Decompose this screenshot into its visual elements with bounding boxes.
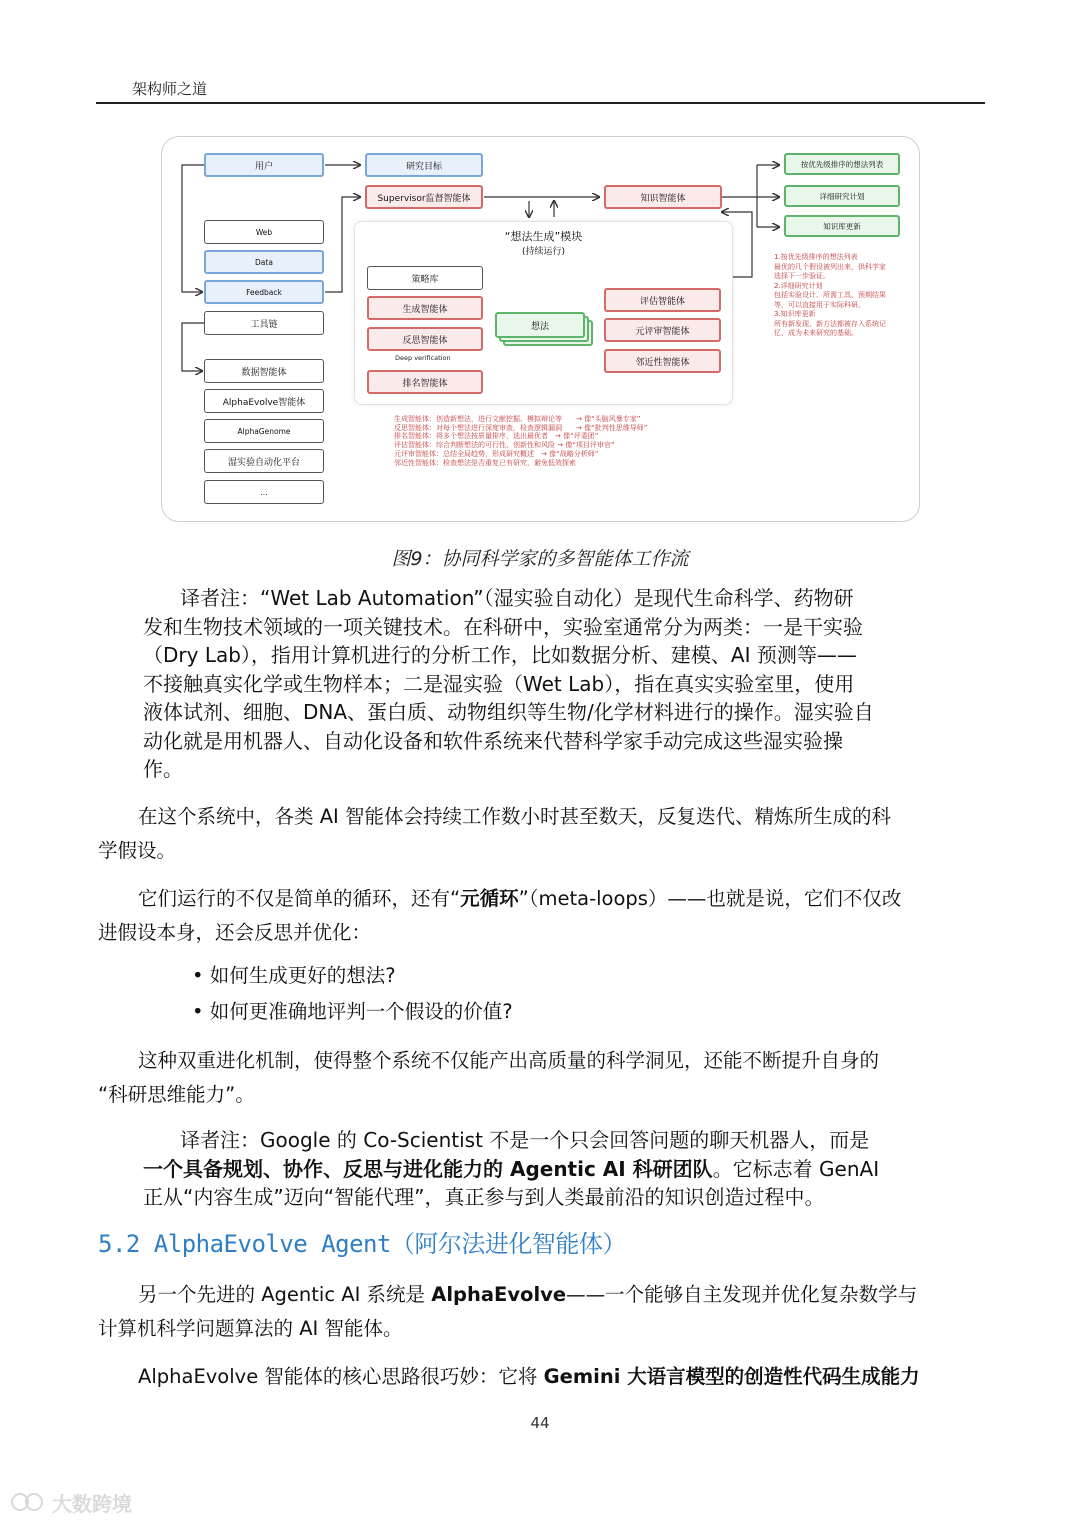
translator-note-1 bbox=[143, 584, 874, 784]
text-line bbox=[143, 1155, 879, 1184]
text-line: 液体试剂、细胞、DNA、蛋白质、动物组织等生物/化学材料进行的操作。湿实验自 bbox=[143, 700, 874, 724]
paragraph-system bbox=[98, 800, 891, 868]
text-line: 译者注：Google 的 Co-Scientist 不是一个只会回答问题的聊天机器人，而是 bbox=[180, 1128, 870, 1152]
web-box: Web bbox=[204, 220, 324, 244]
text-line: 这种双重进化机制，使得整个系统不仅能产出高质量的科学洞见，还能不断提升自身的 bbox=[138, 1049, 880, 1072]
note-line: 选择下一步验证。 bbox=[774, 272, 830, 280]
feedback-box: Feedback bbox=[204, 280, 324, 304]
bold-text: Gemini 大语言模型的创造性代码生成能力 bbox=[543, 1365, 920, 1388]
text-line: （Dry Lab），指用计算机进行的分析工作，比如数据分析、建模、AI 预测等—— bbox=[143, 643, 857, 667]
alphagenome-box: AlphaGenome bbox=[204, 419, 324, 443]
note-line: 等，可以直接用于实际科研。 bbox=[774, 300, 865, 309]
watermark-text: 大数跨境 bbox=[52, 1492, 132, 1516]
proximity-agent-box: 邻近性智能体 bbox=[604, 349, 721, 373]
research-goal-box: 研究目标 bbox=[365, 153, 483, 177]
text-span: AlphaEvolve 智能体的核心思路很巧妙：它将 bbox=[138, 1365, 544, 1388]
note-line: 包括实验设计、所需工具、预期结果 bbox=[774, 291, 886, 299]
output-research-plan: 详细研究计划 bbox=[784, 185, 900, 207]
deep-verification-label: Deep verification bbox=[395, 354, 451, 362]
output-ranked-list: 按优先级排序的想法列表 bbox=[784, 153, 900, 175]
meta-review-agent-box: 元评审智能体 bbox=[604, 318, 721, 342]
wetlab-platform-box: 湿实验自动化平台 bbox=[204, 449, 324, 473]
legend-line: 评估智能体：综合判断想法的可行性、创新性和风险 → 像“项目评审官” bbox=[394, 441, 615, 450]
module-subtitle: (持续运行) bbox=[521, 247, 566, 257]
text-line bbox=[98, 1278, 917, 1312]
note-line: 3.知识库更新 bbox=[774, 310, 816, 318]
legend-line: 生成智能体：创造新想法，进行文献挖掘、模拟辩论等 → 像“头脑风暴专家” bbox=[394, 415, 641, 423]
data-agent-box: 数据智能体 bbox=[204, 359, 324, 383]
text-line: 不接触真实化学或生物样本；二是湿实验（Wet Lab），指在真实实验室里，使用 bbox=[143, 671, 855, 696]
evaluation-agent-box: 评估智能体 bbox=[604, 288, 721, 312]
watermark-logo-icon bbox=[10, 1490, 50, 1514]
legend-line: 反思智能体：对每个想法进行深度审查，检查逻辑漏洞 → 像“批判性思维导师” bbox=[394, 423, 648, 432]
alphaevolve-agent-box: AlphaEvolve智能体 bbox=[204, 389, 324, 413]
generation-agent-box: 生成智能体 bbox=[367, 296, 483, 320]
section-heading: 5.2 AlphaEvolve Agent（阿尔法进化智能体） bbox=[98, 1230, 626, 1258]
output-kb-update: 知识库更新 bbox=[784, 215, 900, 237]
paragraph-alphaevolve bbox=[98, 1278, 917, 1346]
figure-caption: 图9：协同科学家的多智能体工作流 bbox=[391, 548, 689, 570]
ranking-agent-box: 排名智能体 bbox=[367, 370, 483, 394]
text-span: ”（meta-loops）——也就是说，它们不仅改 bbox=[518, 887, 902, 910]
text-line bbox=[98, 882, 901, 916]
header-title: 架构师之道 bbox=[132, 80, 208, 98]
text-line: 正从“内容生成”迈向“智能代理”，真正参与到人类最前沿的知识创造过程中。 bbox=[143, 1185, 825, 1209]
bullet-item: • 如何生成更好的想法? bbox=[192, 964, 396, 987]
data-box: Data bbox=[204, 250, 324, 274]
knowledge-agent-box: 知识智能体 bbox=[604, 185, 722, 209]
paragraph-meta-loops bbox=[98, 882, 901, 950]
strategy-library-box: 策略库 bbox=[367, 266, 483, 290]
more-box: ... bbox=[204, 480, 324, 504]
idea-box: 想法 bbox=[495, 312, 585, 338]
text-span: ——一个能够自主发现并优化复杂数学与 bbox=[566, 1283, 918, 1306]
paragraph-dual bbox=[98, 1044, 879, 1112]
text-line: 计算机科学问题算法的 AI 智能体。 bbox=[98, 1317, 403, 1340]
text-line: 译者注：“Wet Lab Automation”（湿实验自动化）是现代生命科学、药物研 bbox=[180, 586, 854, 610]
bold-text: 一个具备规划、协作、反思与进化能力的 Agentic AI 科研团队 bbox=[143, 1156, 713, 1181]
legend-line: 排名智能体：将多个想法按质量排序，选出最优者 → 像“评委团” bbox=[394, 432, 599, 441]
text-line: 动化就是用机器人、自动化设备和软件系统来代替科学家手动完成这些湿实验操 bbox=[143, 728, 843, 753]
bullet-item: • 如何更准确地评判一个假设的价值? bbox=[192, 1000, 513, 1023]
toolchain-box: 工具链 bbox=[204, 311, 324, 335]
module-title: “想法生成”模块 bbox=[504, 230, 583, 243]
idea-generation-module bbox=[354, 221, 733, 405]
text-line bbox=[98, 1360, 920, 1394]
text-line: 作。 bbox=[143, 757, 183, 781]
note-line: 所有新发现、新方法都被存入系统记 bbox=[774, 319, 886, 328]
note-line: 忆，成为未来研究的基础。 bbox=[774, 329, 858, 337]
bold-text: AlphaEvolve bbox=[431, 1283, 567, 1306]
supervisor-box: Supervisor监督智能体 bbox=[365, 185, 483, 209]
text-line: 发和生物技术领域的一项关键技术。在科研中，实验室通常分为两类：一是干实验 bbox=[143, 614, 863, 639]
figure-workflow bbox=[161, 136, 920, 522]
text-line: “科研思维能力”。 bbox=[98, 1083, 255, 1106]
text-line: 进假设本身，还会反思并优化： bbox=[98, 921, 372, 944]
paragraph-core-idea bbox=[98, 1360, 920, 1394]
text-line: 学假设。 bbox=[98, 839, 177, 862]
text-line: 在这个系统中，各类 AI 智能体会持续工作数小时甚至数天，反复迭代、精炼所生成的科 bbox=[138, 805, 891, 828]
text-span: 。它标志着 GenAI bbox=[712, 1156, 880, 1181]
bullet-list bbox=[192, 958, 513, 1030]
text-span: 它们运行的不仅是简单的循环，还有“ bbox=[138, 887, 461, 910]
note-line: 2.详细研究计划 bbox=[774, 281, 823, 290]
header-rule bbox=[96, 102, 985, 104]
page-number: 44 bbox=[530, 1414, 550, 1432]
bold-text: 元循环 bbox=[460, 887, 519, 910]
text-span: 另一个先进的 Agentic AI 系统是 bbox=[138, 1283, 432, 1306]
note-line: 1.按优先级排序的想法列表 bbox=[774, 253, 858, 261]
legend-line: 邻近性智能体：检查想法是否重复已有研究，避免低效探索 bbox=[394, 458, 576, 467]
user-box: 用户 bbox=[204, 153, 324, 177]
reflection-agent-box: 反思智能体 bbox=[367, 327, 483, 351]
legend-line: 元评审智能体：总结全局趋势，形成研究概述 → 像“战略分析师” bbox=[394, 449, 599, 458]
translator-note-2 bbox=[143, 1126, 879, 1212]
output-notes bbox=[774, 253, 914, 339]
note-line: 最优的几个假设被列出来，供科学家 bbox=[774, 262, 886, 271]
agent-legend bbox=[394, 415, 647, 467]
